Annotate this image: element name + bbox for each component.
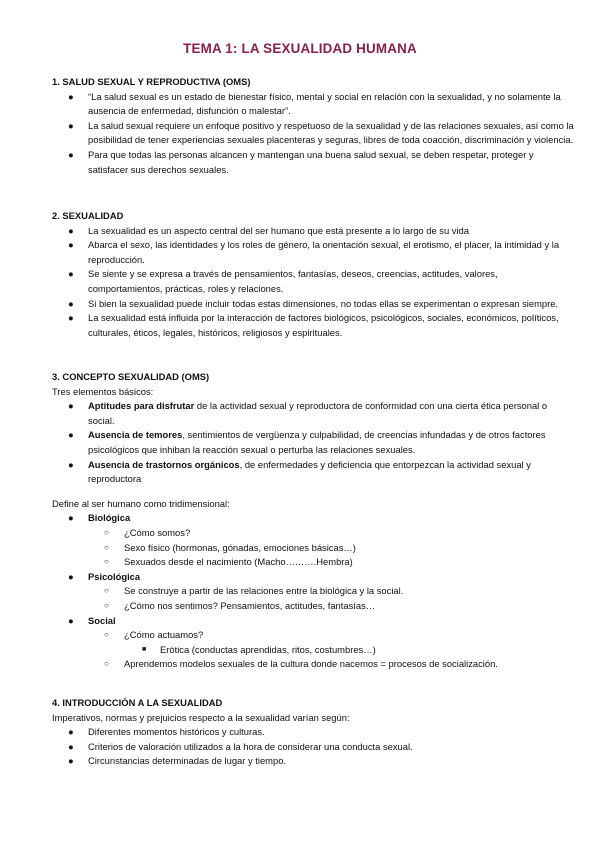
bullet-list: [52, 224, 574, 341]
bullet-icon: ●: [68, 239, 74, 251]
list-item-text: , sentimientos de vergüenza y culpabilidad, de creencias infundadas y de otros factores psicológicos que inhiban la reacción sexual o perturba las relaciones sexuales.: [88, 429, 546, 455]
sub-item-text: ¿Cómo somos?: [124, 526, 191, 538]
bullet-icon: ●: [68, 90, 74, 102]
sub-item-text: Sexo físico (hormonas, gónadas, emociones básicas…): [124, 541, 356, 553]
list-item: [52, 297, 574, 312]
sub-item: [52, 628, 574, 657]
list-item: [52, 119, 574, 148]
sub-list: [88, 628, 574, 672]
sub-sub-item: [52, 643, 574, 658]
list-item-text: de la actividad sexual y reproductora de conformidad con una cierta ética personal o social.: [88, 400, 548, 426]
list-item-text: Circunstancias determinadas de lugar y tiempo.: [88, 755, 287, 767]
section-concepto-sexualidad: [52, 370, 574, 672]
sub-item-text: Se construye a partir de las relaciones entre la biológica y la social.: [124, 585, 404, 597]
bullet-icon: ●: [68, 512, 74, 524]
section-heading: 3. CONCEPTO SEXUALIDAD (OMS): [52, 371, 210, 382]
bullet-list: [52, 725, 574, 769]
bullet-icon: ●: [68, 297, 74, 309]
dimension-label: Psicológica: [88, 570, 141, 582]
bullet-icon: ●: [68, 312, 74, 324]
bullet-icon: ●: [68, 119, 74, 131]
square-bullet-icon: ■: [142, 645, 147, 653]
circle-bullet-icon: ○: [104, 542, 109, 552]
list-item-text: Criterios de valoración utilizados a la hora de considerar una conducta sexual.: [88, 740, 413, 752]
bullet-icon: ●: [68, 429, 74, 441]
bullet-icon: ●: [68, 400, 74, 412]
sub-item: [52, 555, 574, 570]
list-item-text: Para que todas las personas alcancen y mantengan una buena salud sexual, se deben respetar, proteger y satisfacer sus derechos sexuales.: [88, 148, 534, 175]
bullet-icon: ●: [68, 458, 74, 470]
list-item: [52, 754, 574, 769]
list-item-text: “La salud sexual es un estado de bienestar físico, mental y social en relación con la sexualidad, y no solamente la ausencia de enfermedad, disfunción o malestar”.: [88, 90, 561, 117]
circle-bullet-icon: ○: [104, 527, 109, 537]
section-heading: 1. SALUD SEXUAL Y REPRODUCTIVA (OMS): [52, 76, 251, 87]
sub-item-text: Sexuados desde el nacimiento (Macho……….Hembra): [124, 556, 353, 568]
section-intro: Imperativos, normas y prejuicios respecto a la sexualidad varían según:: [52, 711, 350, 723]
list-item: [52, 224, 574, 239]
list-item-text: La sexualidad es un aspecto central del ser humano que está presente a lo largo de su vida: [88, 224, 469, 236]
list-item-bold: Ausencia de temores: [88, 429, 183, 441]
list-item-bold: Ausencia de trastornos orgánicos: [88, 458, 240, 470]
sub-list: [88, 584, 574, 613]
sub-sub-item-text: Erótica (conductas aprendidas, ritos, costumbres…): [160, 643, 376, 655]
circle-bullet-icon: ○: [104, 659, 109, 669]
list-item-social: [52, 614, 574, 672]
list-item-psicologica: [52, 570, 574, 614]
sub-item-text: ¿Cómo nos sentimos? Pensamientos, actitudes, fantasías…: [124, 599, 376, 611]
list-item: [52, 238, 574, 267]
define-line: Define al ser humano como tridimensional:: [52, 497, 230, 509]
circle-bullet-icon: ○: [104, 630, 109, 640]
section-heading: 4. INTRODUCCIÓN A LA SEXUALIDAD: [52, 697, 223, 708]
section-sexualidad: [52, 209, 574, 340]
list-item-text: Se siente y se expresa a través de pensamientos, fantasías, deseos, creencias, actitudes, valores, comportamientos, prácticas, roles y relaciones.: [88, 268, 498, 294]
page-title: TEMA 1: LA SEXUALIDAD HUMANA: [183, 41, 417, 56]
list-item: [52, 311, 574, 340]
sub-item: [52, 657, 574, 672]
bullet-icon: ●: [68, 755, 74, 767]
sub-list: [88, 526, 574, 570]
section-heading: 2. SEXUALIDAD: [52, 210, 124, 221]
bullet-list: [52, 399, 574, 487]
list-item: [52, 740, 574, 755]
list-item-text: La sexualidad está influida por la interacción de factores biológicos, psicológicos, sociales, económicos, políticos, culturales, éticos, legales, históricos, religiosos y espirituales.: [88, 312, 559, 338]
list-item-text: Si bien la sexualidad puede incluir todas estas dimensiones, no todas ellas se experimentan o expresan siempre.: [88, 297, 559, 309]
bullet-list: [52, 90, 574, 178]
bullet-icon: ●: [68, 224, 74, 236]
section-salud-sexual: [52, 75, 574, 177]
section-intro: Tres elementos básicos:: [52, 385, 154, 397]
bullet-icon: ●: [68, 726, 74, 738]
dimension-list: [52, 511, 574, 672]
list-item: [52, 148, 574, 177]
list-item: [52, 267, 574, 296]
circle-bullet-icon: ○: [104, 586, 109, 596]
circle-bullet-icon: ○: [104, 557, 109, 567]
sub-sub-list: [124, 643, 574, 658]
bullet-icon: ●: [68, 740, 74, 752]
list-item-text: La salud sexual requiere un enfoque positivo y respetuoso de la sexualidad y de las relaciones sexuales, así como la posibilidad de tener experiencias sexuales placenteras y seguras, libres de toda coacción, discriminación y violencia.: [88, 119, 574, 146]
sub-item: [52, 526, 574, 541]
list-item-text: , de enfermedades y deficiencia que entorpezcan la actividad sexual y reproductora: [88, 458, 531, 485]
section-introduccion: [52, 696, 574, 769]
list-item: [52, 725, 574, 740]
sub-item: [52, 541, 574, 556]
bullet-icon: ●: [68, 148, 74, 160]
dimension-label: Social: [88, 614, 116, 626]
sub-item-text: ¿Cómo actuamos?: [124, 629, 204, 641]
list-item-text: Diferentes momentos históricos y culturas.: [88, 726, 265, 738]
bullet-icon: ●: [68, 268, 74, 280]
bullet-icon: ●: [68, 570, 74, 582]
list-item: [52, 458, 574, 487]
circle-bullet-icon: ○: [104, 600, 109, 610]
dimension-label: Biológica: [88, 512, 131, 524]
list-item: [52, 428, 574, 457]
sub-item-text: Aprendemos modelos sexuales de la cultura donde nacemos = procesos de socialización.: [124, 658, 498, 670]
list-item: [52, 90, 574, 119]
sub-item: [52, 584, 574, 599]
bullet-icon: ●: [68, 614, 74, 626]
list-item-biologica: [52, 511, 574, 569]
list-item-text: Abarca el sexo, las identidades y los roles de género, la orientación sexual, el erotismo, el placer, la intimidad y la reproducción.: [88, 239, 560, 265]
list-item-bold: Aptitudes para disfrutar: [88, 400, 195, 412]
sub-item: [52, 599, 574, 614]
list-item: [52, 399, 574, 428]
